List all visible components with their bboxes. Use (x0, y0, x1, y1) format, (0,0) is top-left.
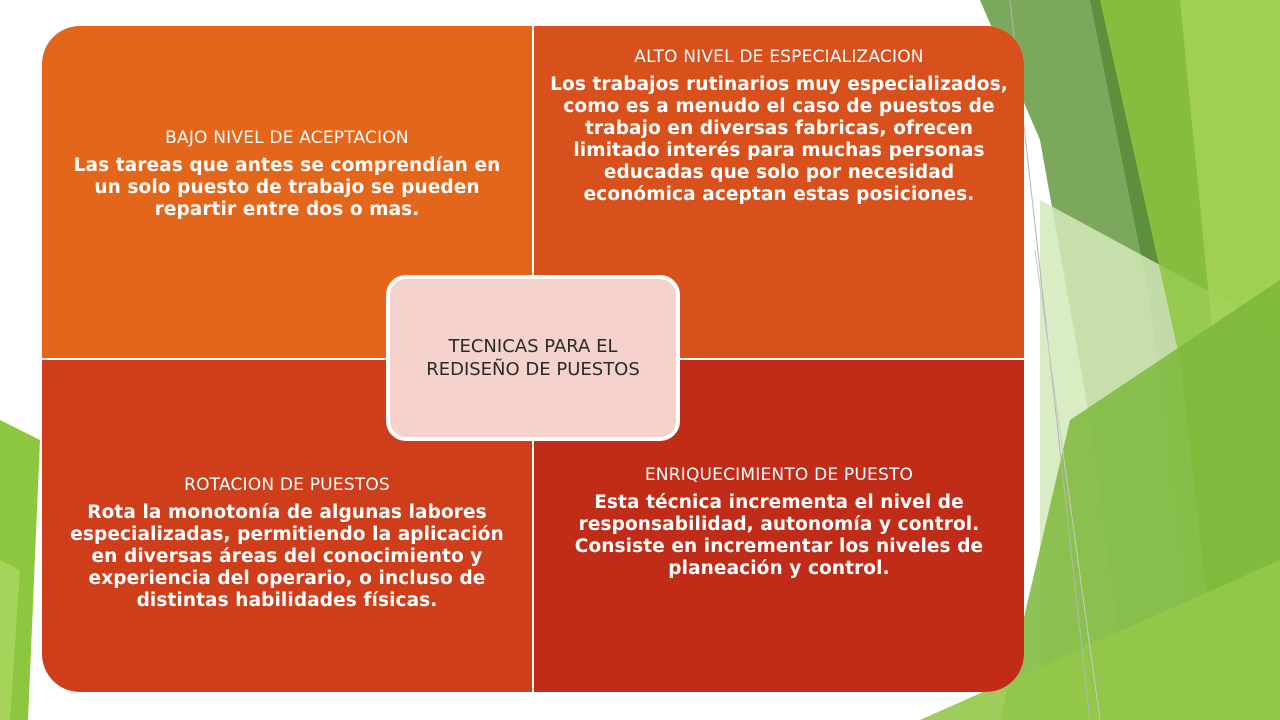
quadrant-body: Las tareas que antes se comprendían en un solo puesto de trabajo se pueden repartir entre dos o mas. (73, 155, 501, 220)
quadrant-title: ROTACION DE PUESTOS (184, 475, 390, 495)
quadrant-title: ALTO NIVEL DE ESPECIALIZACION (634, 47, 924, 67)
quadrant-body: Rota la monotonía de algunas labores especializadas, permitiendo la aplicación en diversas áreas del conocimiento y experiencia del operario, o incluso de distintas habilidades físicas. (70, 502, 504, 611)
center-label: TECNICAS PARA EL REDISEÑO DE PUESTOS (426, 336, 640, 380)
quadrant-title: ENRIQUECIMIENTO DE PUESTO (644, 465, 914, 485)
quadrant-body: Esta técnica incrementa el nivel de responsabilidad, autonomía y control. Consiste en incrementar los niveles de planeación y control. (574, 492, 984, 579)
quadrant-title: BAJO NIVEL DE ACEPTACION (165, 128, 409, 148)
center-box (386, 275, 680, 441)
quadrant-body: Los trabajos rutinarios muy especializados, como es a menudo el caso de puestos de trabajo en diversas fabricas, ofrecen limitado interés para muchas personas educadas que solo por necesidad económica aceptan estas posiciones. (550, 74, 1008, 205)
